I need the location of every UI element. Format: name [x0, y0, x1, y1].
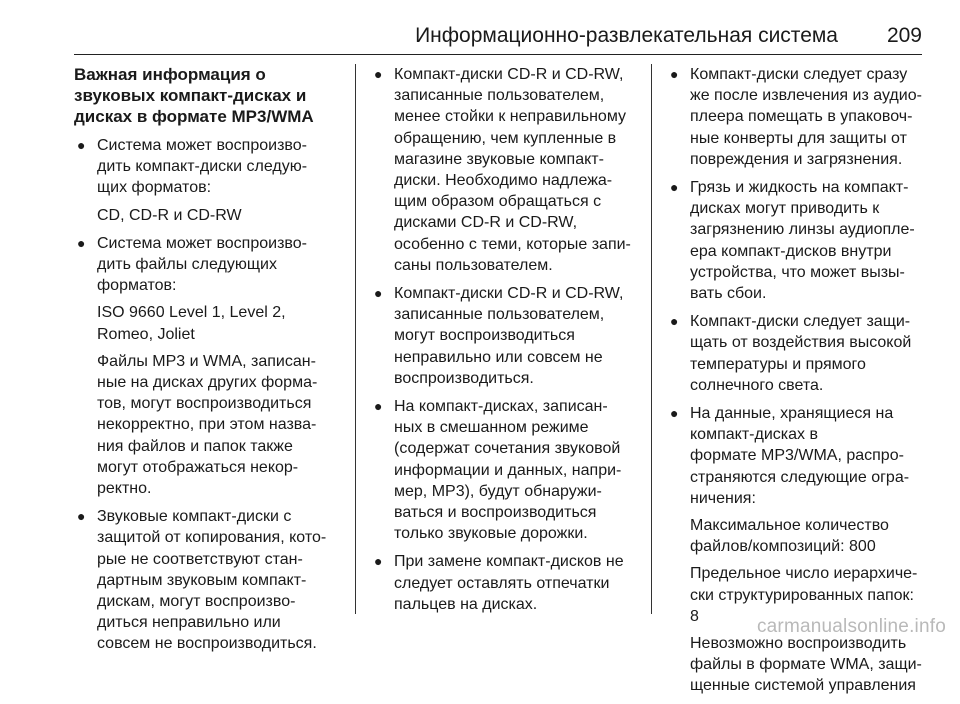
bullet-icon: ● [77, 234, 86, 251]
list-item [667, 177, 931, 304]
text-line: ные конверты для защиты от [690, 129, 907, 147]
column-1 [74, 64, 346, 662]
watermark: carmanualsonline.info [756, 616, 946, 637]
text-line: (содержат сочетания звуковой [394, 440, 621, 458]
text-line: диски. Необходимо надлежа- [394, 172, 613, 190]
bullet-list [667, 64, 931, 697]
bullet-icon: ● [77, 508, 86, 525]
text-line: Romeo, Joliet [97, 325, 195, 343]
list-item [371, 283, 637, 389]
bullet-icon: ● [670, 179, 679, 196]
text-line: ера компакт-дисков внутри [690, 242, 892, 260]
text-line: дисках могут приводить к [690, 200, 880, 218]
column-3 [667, 64, 931, 704]
page-header [74, 22, 922, 55]
list-item [74, 506, 346, 654]
text-line: Невозможно воспроизводить [690, 635, 907, 653]
list-item [371, 64, 637, 276]
text-line: файлов/композиций: 800 [690, 538, 876, 556]
text-line: воспроизводиться. [394, 369, 534, 387]
list-item [74, 233, 346, 499]
sub-paragraph [97, 302, 346, 344]
text-line: диться неправильно или [97, 614, 281, 632]
text-line: Компакт-диски следует сразу [690, 66, 908, 83]
bullet-icon: ● [670, 313, 679, 330]
text-line: формате MP3/WMA, распро- [690, 447, 904, 465]
text-line: Звуковые компакт-диски с [97, 508, 292, 526]
list-item [667, 311, 931, 396]
text-line: ректно. [97, 480, 152, 498]
text-line: могут отображаться некор- [97, 458, 299, 476]
text-line: следует оставлять отпечатки [394, 574, 610, 592]
list-item [371, 396, 637, 544]
bullet-list [371, 64, 637, 615]
text-line: Компакт-диски CD-R и CD-RW, [394, 285, 624, 303]
text-line: записанные пользователем, [394, 306, 605, 324]
text-line: Система может воспроизво- [97, 234, 307, 252]
text-line: тов, могут воспроизводиться [97, 395, 312, 413]
text-line: компакт-дисках в [690, 426, 818, 444]
text-line: Максимальное количество [690, 517, 889, 535]
bullet-icon: ● [374, 398, 383, 415]
text-line: Система может воспроизво- [97, 137, 307, 154]
sub-paragraph [690, 515, 931, 557]
bullet-icon: ● [670, 66, 679, 82]
text-line: дисками CD-R и CD-RW, [394, 214, 578, 232]
text-line: рые не соответствуют стан- [97, 550, 303, 568]
text-line: пальцев на дисках. [394, 595, 538, 613]
list-item [667, 64, 931, 170]
text-line: ния файлов и папок также [97, 437, 293, 455]
section-heading [74, 64, 346, 127]
text-line: дискам, могут воспроизво- [97, 593, 296, 611]
section-title: Информационно-развлекательная система [415, 24, 838, 47]
text-line: дартным звуковым компакт- [97, 571, 307, 589]
text-line: информации и данных, напри- [394, 461, 622, 479]
text-line: CD, CD-R и CD-RW [97, 206, 242, 224]
text-line: неправильно или совсем не [394, 348, 603, 366]
sub-paragraph [690, 633, 931, 697]
text-line: На данные, хранящиеся на [690, 405, 894, 423]
text-line: Компакт-диски следует защи- [690, 313, 911, 331]
text-line: дить файлы следующих [97, 256, 277, 274]
sub-paragraph [97, 205, 346, 226]
text-line: записанные пользователем, [394, 87, 605, 105]
text-line: особенно с теми, которые запи- [394, 235, 631, 253]
bullet-icon: ● [77, 137, 86, 153]
text-line: щих форматов: [97, 179, 212, 197]
text-line: щим образом обращаться с [394, 193, 602, 211]
text-line: страняются следующие огра- [690, 468, 910, 486]
bullet-list [74, 135, 346, 655]
text-line: ски структурированных папок: [690, 586, 914, 604]
text-line: совсем не воспроизводиться. [97, 635, 317, 653]
heading-line: Важная информация о [74, 65, 266, 84]
text-line: менее стойки к неправильному [394, 108, 627, 126]
page-number: 209 [886, 24, 922, 47]
text-line: форматов: [97, 277, 177, 295]
text-line: устройства, что может вызы- [690, 263, 905, 281]
text-line: температуры и прямого [690, 355, 866, 373]
column-2 [371, 64, 637, 622]
text-line: ные на дисках других форма- [97, 374, 318, 392]
text-line: мер, MP3), будут обнаружи- [394, 482, 602, 500]
text-line: саны пользователем. [394, 256, 553, 274]
text-line: Предельное число иерархиче- [690, 565, 918, 583]
text-line: могут воспроизводиться [394, 327, 575, 345]
text-line: загрязнению линзы аудиопле- [690, 221, 915, 239]
text-line: При замене компакт-дисков не [394, 553, 624, 571]
text-line: же после извлечения из аудио- [690, 87, 922, 105]
text-line: ISO 9660 Level 1, Level 2, [97, 304, 286, 322]
text-line: обращению, чем купленные в [394, 129, 617, 147]
text-line: ных в смешанном режиме [394, 419, 589, 437]
list-item [667, 403, 931, 697]
text-line: щать от воздействия высокой [690, 334, 912, 352]
text-line: только звуковые дорожки. [394, 525, 588, 543]
list-item [74, 135, 346, 226]
text-line: 8 [690, 607, 699, 625]
text-line: Компакт-диски CD-R и CD-RW, [394, 66, 624, 83]
bullet-icon: ● [670, 405, 679, 422]
text-line: некорректно, при этом назва- [97, 416, 317, 434]
bullet-icon: ● [374, 553, 383, 570]
text-line: магазине звуковые компакт- [394, 150, 604, 168]
heading-line: звуковых компакт-дисках и [74, 86, 307, 105]
text-line: щенные системой управления [690, 677, 916, 695]
text-line: ваться и воспроизводиться [394, 504, 597, 522]
column-divider [651, 64, 652, 614]
text-line: файлы в формате WMA, защи- [690, 656, 922, 674]
column-divider [355, 64, 356, 614]
sub-paragraph [97, 351, 346, 499]
text-line: солнечного света. [690, 376, 824, 394]
text-line: вать сбои. [690, 285, 767, 303]
bullet-icon: ● [374, 285, 383, 302]
text-line: повреждения и загрязнения. [690, 150, 903, 168]
text-line: ничения: [690, 489, 756, 507]
heading-line: дисках в формате MP3/WMA [74, 107, 314, 126]
bullet-icon: ● [374, 66, 383, 82]
text-line: защитой от копирования, кото- [97, 529, 327, 547]
list-item [371, 551, 637, 615]
text-line: На компакт-дисках, записан- [394, 398, 608, 416]
text-line: плеера помещать в упаковоч- [690, 108, 913, 126]
text-line: Файлы MP3 и WMA, записан- [97, 352, 316, 370]
text-line: Грязь и жидкость на компакт- [690, 179, 909, 197]
text-line: дить компакт-диски следую- [97, 158, 308, 176]
